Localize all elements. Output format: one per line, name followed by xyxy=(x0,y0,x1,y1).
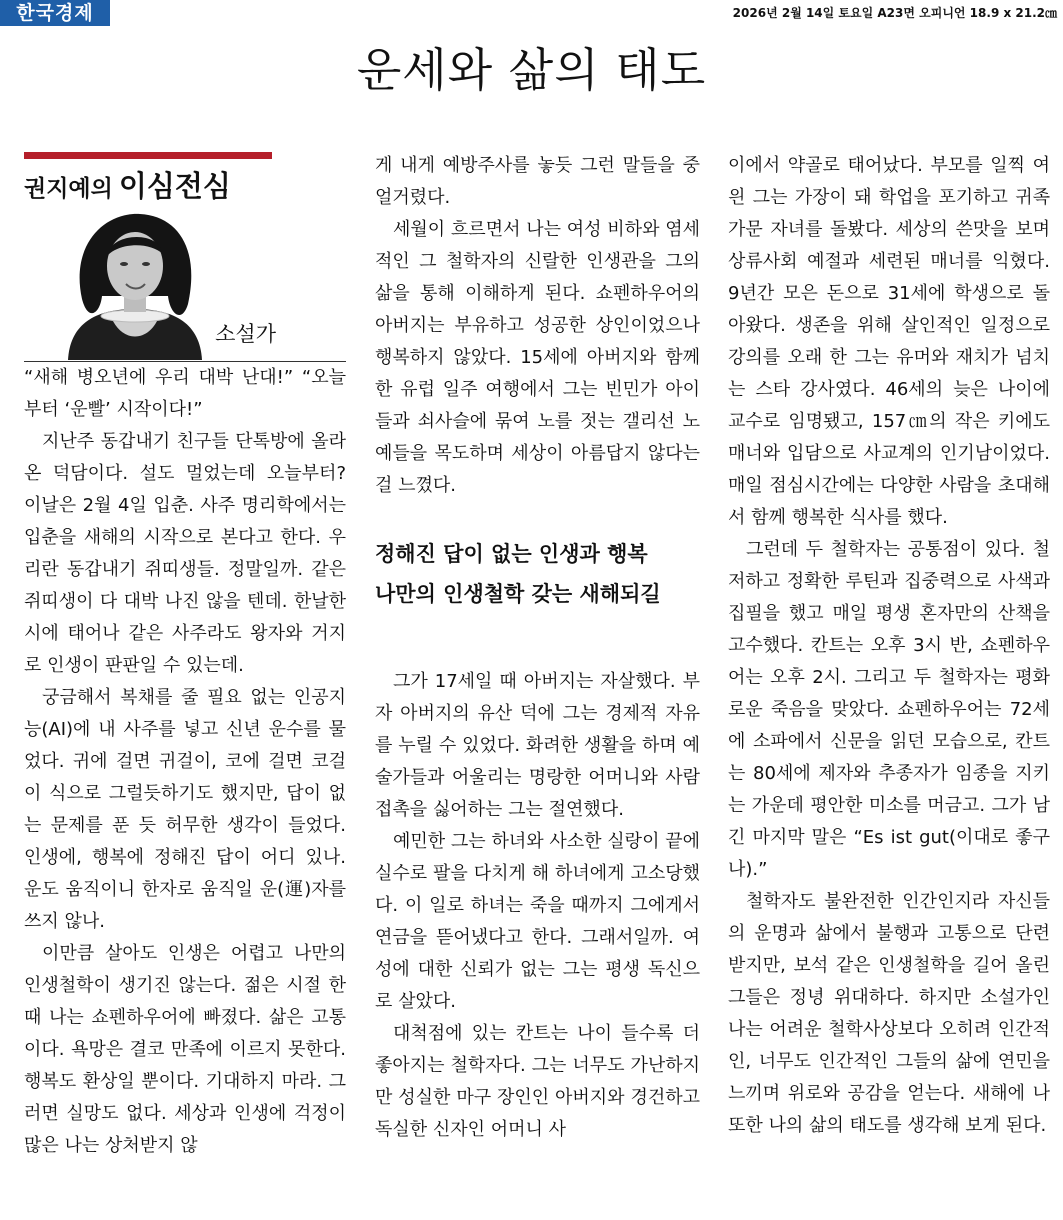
body-column-3 xyxy=(728,150,1050,1142)
subhead-line: 정해진 답이 없는 인생과 행복 xyxy=(375,542,648,566)
paragraph: 철학자도 불완전한 인간인지라 자신들의 운명과 삶에서 불행과 고통으로 단련 받지만, 보석 같은 인생철학을 길어 올린 그들은 정녕 위대하다. 하지만 소설가인 나는 어려운 철학사상보다 오히려 인간적인, 너무도 인간적인 그들의 삶에 연민을 느끼며 위로와 공감을 얻는다. 새해에 나 또한 나의 삶의 태도를 생각해 보게 된다. xyxy=(728,891,1050,1136)
column-title-main: 이심전심 xyxy=(118,169,231,203)
paragraph: 이만큼 살아도 인생은 어렵고 나만의 인생철학이 생기진 않는다. 젊은 시절 한때 나는 쇼펜하우어에 빠졌다. 삶은 고통이다. 욕망은 결코 만족에 이르지 못한다. 행복도 환상일 뿐이다. 기대하지 마라. 그러면 실망도 없다. 세상과 인생에 걱정이 많은 나는 상처받지 않 xyxy=(24,943,346,1156)
author-byline: 소설가 xyxy=(215,322,276,346)
body-column-1 xyxy=(24,150,346,1162)
paragraph: 그가 17세일 때 아버지는 자살했다. 부자 아버지의 유산 덕에 그는 경제적 자유를 누릴 수 있었다. 화려한 생활을 하며 예술가들과 어울리는 명랑한 어머니와 사람 접촉을 싫어하는 그는 절연했다. xyxy=(375,671,700,820)
paragraph: 대척점에 있는 칸트는 나이 들수록 더 좋아지는 철학자다. 그는 너무도 가난하지만 성실한 마구 장인인 아버지와 경건하고 독실한 신자인 어머니 사 xyxy=(375,1023,700,1140)
newspaper-logo: 한국경제 xyxy=(0,0,110,26)
article-headline: 운세와 삶의 태도 xyxy=(356,43,707,97)
paragraph: “새해 병오년에 우리 대박 난대!” “오늘부터 ‘운빨’ 시작이다!” xyxy=(24,367,346,420)
paragraph: 이에서 약골로 태어났다. 부모를 일찍 여읜 그는 가장이 돼 학업을 포기하고 귀족 가문 자녀를 돌봤다. 세상의 쓴맛을 보며 상류사회 예절과 세련된 매너를 익혔다. 9년간 모은 돈으로 31세에 학생으로 돌아왔다. 생존을 위해 살인적인 일정으로 강의를 오래 한 그는 유머와 재치가 넘치는 스타 강사였다. 46세의 늦은 나이에 교수로 임명됐고, 157㎝의 작은 키에도 매너와 입담으로 사교계의 인기남이었다. 매일 점심시간에는 다양한 사람을 초대해서 함께 행복한 식사를 했다. xyxy=(728,155,1050,528)
paragraph: 게 내게 예방주사를 놓듯 그런 말들을 중얼거렸다. xyxy=(375,155,700,208)
paragraph: 궁금해서 복채를 줄 필요 없는 인공지능(AI)에 내 사주를 넣고 신년 운수를 물었다. 귀에 걸면 귀걸이, 코에 걸면 코걸이 식으로 그럴듯하기도 했지만, 답이 없는 문제를 푼 듯 허무한 생각이 들었다. 인생에, 행복에 정해진 답이 어디 있나. 운도 움직이니 한자로 움직일 운(運)자를 쓰지 않나. xyxy=(24,687,346,932)
subhead-line: 나만의 인생철학 갖는 새해되길 xyxy=(375,582,661,606)
article-subhead xyxy=(375,534,700,614)
column-title-prefix: 권지예의 xyxy=(24,176,113,202)
paragraph: 예민한 그는 하녀와 사소한 실랑이 끝에 실수로 팔을 다치게 해 하녀에게 고소당했다. 이 일로 하녀는 죽을 때까지 그에게서 연금을 뜯어냈다고 한다. 그래서일까. 여성에 대한 신뢰가 없는 그는 평생 독신으로 살았다. xyxy=(375,831,700,1012)
paragraph: 지난주 동갑내기 친구들 단톡방에 올라온 덕담이다. 설도 멀었는데 오늘부터? 이날은 2월 4일 입춘. 사주 명리학에서는 입춘을 새해의 시작으로 본다고 한다. 우리란 동갑내기 쥐띠생들. 정말일까. 같은 쥐띠생이 다 대박 나진 않을 텐데. 한날한시에 태어나 같은 사주라도 왕자와 거지로 인생이 판판일 수 있는데. xyxy=(24,431,346,676)
author-portrait xyxy=(50,204,220,360)
paragraph: 세월이 흐르면서 나는 여성 비하와 염세적인 그 철학자의 신랄한 인생관을 그의 삶을 통해 이해하게 된다. 쇼펜하우어의 아버지는 부유하고 성공한 상인이었으나 행복하지 않았다. 15세에 아버지와 함께한 유럽 일주 여행에서 그는 빈민가 아이들과 쇠사슬에 묶여 노를 젓는 갤리선 노예들을 목도하며 세상이 아름답지 않다는 걸 느꼈다. xyxy=(375,219,700,496)
paragraph: 그런데 두 철학자는 공통점이 있다. 철저하고 정확한 루틴과 집중력으로 사색과 집필을 했고 매일 평생 혼자만의 산책을 고수했다. 칸트는 오후 3시 반, 쇼펜하우어는 오후 2시. 그리고 두 철학자는 평화로운 죽음을 맞았다. 쇼펜하우어는 72세에 소파에서 신문을 읽던 모습으로, 칸트는 80세에 제자와 추종자가 임종을 지키는 가운데 평안한 미소를 머금고. 그가 남긴 마지막 말은 “Es ist gut(이대로 좋구나).” xyxy=(728,539,1050,880)
header-divider xyxy=(24,361,346,362)
column-header xyxy=(24,150,346,362)
column-title xyxy=(24,170,231,207)
body-column-2 xyxy=(375,150,700,1146)
publication-meta: 2026년 2월 14일 토요일 A23면 오피니언 18.9 x 21.2㎝ xyxy=(732,6,1057,20)
column-rule xyxy=(24,152,272,159)
